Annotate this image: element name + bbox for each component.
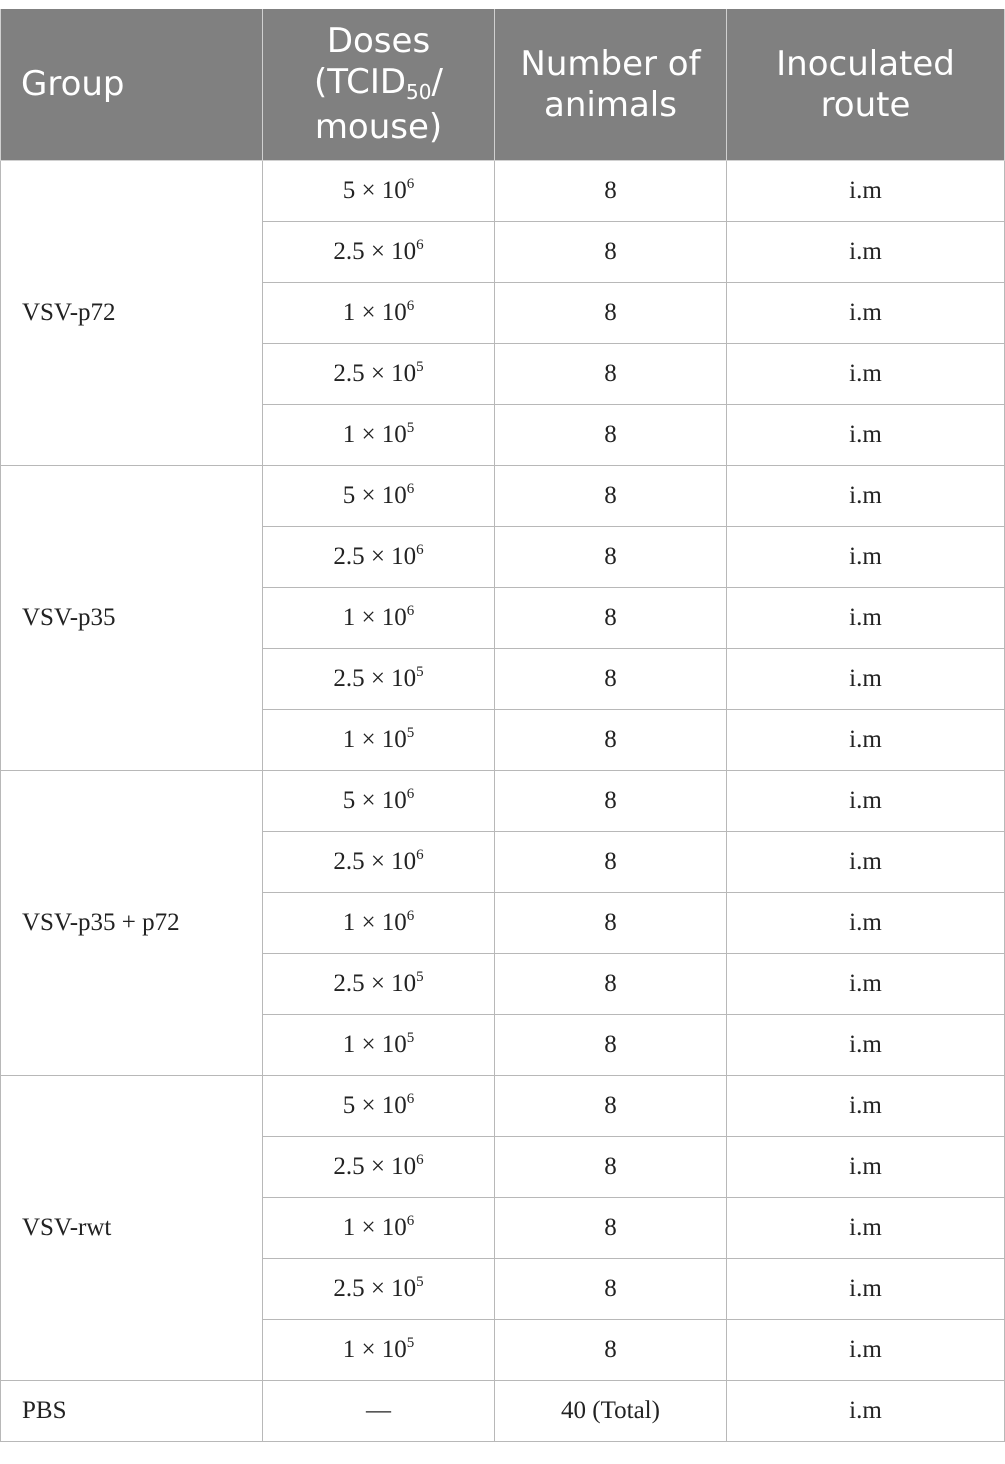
dose-mantissa: 5 × 10: [342, 787, 407, 814]
header-doses-line2: [263, 62, 494, 107]
header-doses-subscript: 50: [406, 80, 432, 104]
table-row: [1, 771, 1005, 832]
animals-cell: 40 (Total): [495, 1381, 727, 1442]
route-cell: i.m: [727, 527, 1005, 588]
dose-exponent: 6: [406, 786, 415, 802]
route-cell: i.m: [727, 1320, 1005, 1381]
dose-mantissa: 2.5 × 10: [333, 238, 417, 265]
dose-mantissa: 2.5 × 10: [333, 1275, 417, 1302]
animals-cell: 8: [495, 771, 727, 832]
dose-cell: [263, 344, 495, 405]
animals-cell: 8: [495, 466, 727, 527]
route-cell: i.m: [727, 466, 1005, 527]
route-cell: i.m: [727, 710, 1005, 771]
header-doses-line1: Doses: [326, 21, 431, 61]
dose-cell: [263, 527, 495, 588]
dose-cell: [263, 1015, 495, 1076]
dose-exponent: 6: [406, 603, 415, 619]
table-row: [1, 466, 1005, 527]
dose-mantissa: 2.5 × 10: [333, 360, 417, 387]
dose-cell: [263, 283, 495, 344]
header-group: [1, 9, 263, 161]
animals-cell: 8: [495, 344, 727, 405]
dose-cell: [263, 466, 495, 527]
pbs-row: [1, 1381, 1005, 1442]
animals-cell: 8: [495, 1015, 727, 1076]
header-doses-unit: (TCID: [314, 62, 407, 102]
dose-exponent: 6: [416, 847, 424, 863]
dose-exponent: 5: [416, 1274, 424, 1290]
dose-mantissa: 2.5 × 10: [333, 1153, 417, 1180]
route-cell: i.m: [727, 344, 1005, 405]
dose-exponent: 5: [406, 725, 415, 741]
dose-exponent: 6: [406, 176, 415, 192]
dose-exponent: 5: [416, 359, 424, 375]
header-group-label: Group: [21, 64, 125, 104]
dose-cell: [263, 405, 495, 466]
route-cell: i.m: [727, 954, 1005, 1015]
table-header: [1, 9, 1005, 161]
animals-cell: 8: [495, 222, 727, 283]
route-cell: i.m: [727, 405, 1005, 466]
dose-mantissa: 2.5 × 10: [333, 543, 417, 570]
dose-mantissa: 5 × 10: [342, 1092, 407, 1119]
header-animals-line2: animals: [544, 84, 677, 125]
dose-cell: [263, 710, 495, 771]
dose-mantissa: 1 × 10: [342, 1336, 407, 1363]
header-route-line1: Inoculated: [776, 43, 955, 84]
dose-exponent: 6: [406, 1091, 415, 1107]
dose-cell: [263, 588, 495, 649]
route-cell: i.m: [727, 832, 1005, 893]
route-cell: i.m: [727, 1015, 1005, 1076]
dose-exponent: 6: [406, 481, 415, 497]
dose-cell: [263, 161, 495, 222]
dose-exponent: 5: [406, 420, 415, 436]
dose-cell: [263, 832, 495, 893]
dose-exponent: 5: [406, 1030, 415, 1046]
dose-mantissa: 1 × 10: [342, 604, 407, 631]
dose-cell: [263, 1198, 495, 1259]
dose-mantissa: 2.5 × 10: [333, 665, 417, 692]
dose-exponent: 6: [416, 237, 424, 253]
dose-cell: [263, 1076, 495, 1137]
dose-mantissa: 5 × 10: [342, 482, 407, 509]
dose-exponent: 5: [406, 1335, 415, 1351]
animals-cell: 8: [495, 161, 727, 222]
route-cell: i.m: [727, 1137, 1005, 1198]
dose-cell: [263, 1259, 495, 1320]
data-table-container: [0, 9, 1004, 1442]
dose-mantissa: 1 × 10: [342, 1031, 407, 1058]
dose-cell: [263, 771, 495, 832]
dose-exponent: 6: [406, 908, 415, 924]
dose-cell: —: [263, 1381, 495, 1442]
table-row: [1, 1076, 1005, 1137]
group-name-cell: VSV-p35: [1, 466, 263, 771]
dose-exponent: 6: [416, 1152, 424, 1168]
dose-mantissa: 2.5 × 10: [333, 970, 417, 997]
animals-cell: 8: [495, 893, 727, 954]
dose-mantissa: 1 × 10: [342, 726, 407, 753]
animals-cell: 8: [495, 832, 727, 893]
dose-mantissa: 1 × 10: [342, 299, 407, 326]
animals-cell: 8: [495, 1198, 727, 1259]
animals-cell: 8: [495, 1137, 727, 1198]
dose-cell: [263, 222, 495, 283]
dose-cell: [263, 649, 495, 710]
dose-cell: [263, 1137, 495, 1198]
route-cell: i.m: [727, 1381, 1005, 1442]
route-cell: i.m: [727, 588, 1005, 649]
animals-cell: 8: [495, 1259, 727, 1320]
route-cell: i.m: [727, 222, 1005, 283]
route-cell: i.m: [727, 893, 1005, 954]
animals-cell: 8: [495, 405, 727, 466]
animals-cell: 8: [495, 649, 727, 710]
dose-cell: [263, 954, 495, 1015]
animals-cell: 8: [495, 954, 727, 1015]
route-cell: i.m: [727, 1259, 1005, 1320]
table-body: [1, 161, 1005, 1442]
dose-exponent: 6: [416, 542, 424, 558]
header-row: [1, 9, 1005, 161]
animals-cell: 8: [495, 1076, 727, 1137]
dose-exponent: 6: [406, 298, 415, 314]
dose-cell: [263, 893, 495, 954]
dose-mantissa: 5 × 10: [342, 177, 407, 204]
animals-cell: 8: [495, 710, 727, 771]
dose-mantissa: 1 × 10: [342, 421, 407, 448]
animals-cell: 8: [495, 588, 727, 649]
dose-exponent: 5: [416, 969, 424, 985]
header-animals: [495, 9, 727, 161]
table-row: [1, 161, 1005, 222]
header-route-line2: route: [820, 84, 911, 125]
animals-cell: 8: [495, 1320, 727, 1381]
animals-cell: 8: [495, 283, 727, 344]
dose-mantissa: 2.5 × 10: [333, 848, 417, 875]
header-doses: [263, 9, 495, 161]
group-name-cell: PBS: [1, 1381, 263, 1442]
route-cell: i.m: [727, 649, 1005, 710]
header-route: [727, 9, 1005, 161]
header-animals-line1: Number of: [520, 43, 701, 84]
route-cell: i.m: [727, 283, 1005, 344]
route-cell: i.m: [727, 161, 1005, 222]
dose-table: [0, 9, 1005, 1442]
header-doses-line3: mouse): [314, 107, 443, 147]
dose-mantissa: 1 × 10: [342, 909, 407, 936]
route-cell: i.m: [727, 1076, 1005, 1137]
group-name-cell: VSV-p72: [1, 161, 263, 466]
dose-exponent: 5: [416, 664, 424, 680]
dose-mantissa: 1 × 10: [342, 1214, 407, 1241]
animals-cell: 8: [495, 527, 727, 588]
group-name-cell: VSV-rwt: [1, 1076, 263, 1381]
route-cell: i.m: [727, 1198, 1005, 1259]
group-name-cell: VSV-p35 + p72: [1, 771, 263, 1076]
header-doses-slash: /: [431, 62, 443, 102]
dose-cell: [263, 1320, 495, 1381]
dose-exponent: 6: [406, 1213, 415, 1229]
route-cell: i.m: [727, 771, 1005, 832]
